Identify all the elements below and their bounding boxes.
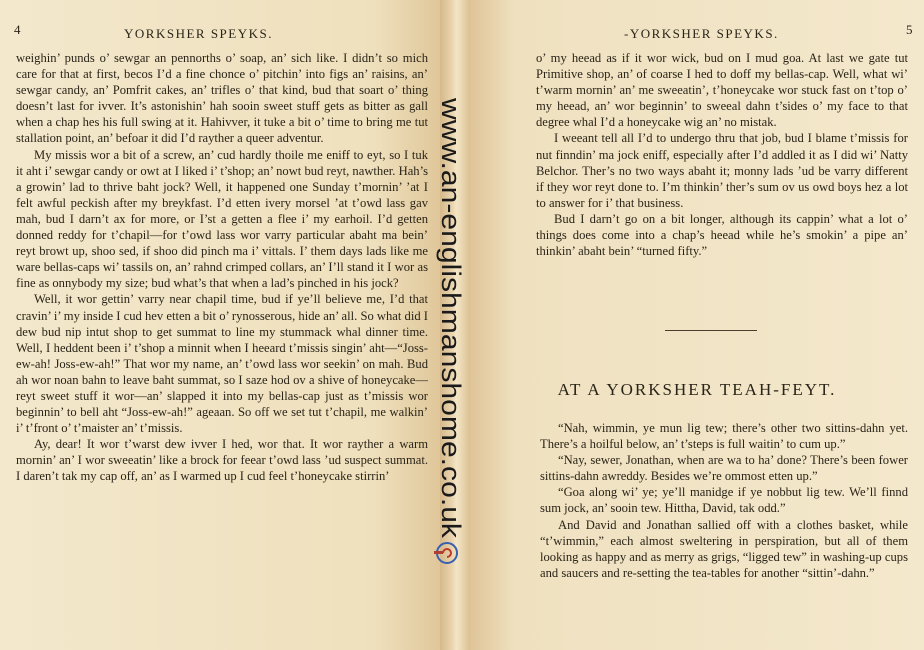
left-paragraph-4: Ay, dear! It wor t’warst dew ivver I hed, wor that. It wor rayther a warm mornin’ an’ I wor sweeatin’ like a brock for feear t’owd lass ’ud suspect summat. I daren’t tak my cap off, an’ as I warmed up I cud feel t’honeycake stirrin’ [16,437,428,484]
right-page [470,0,924,650]
section-paragraph-3: “Goa along wi’ ye; ye’ll manidge if ye nobbut lig tew. We’ll finnd sum jock, an’ sooin tew. Hittha, David, tak odd.” [540,485,908,516]
right-body-text [536,50,908,259]
section-body-text [540,420,908,581]
watermark-text: www.an-englishmanshome.co.uk [436,98,466,493]
right-paragraph-2: I weeant tell all I’d to undergo thru that job, bud I blame t’missis for nut finndin’ ma jock eniff, especially after I’d addled it as I did wi’ Natty Belchor. Ther’s no two ways abaht it; monny lads ’ud be varry different if they wor reyt done to. I’m thinkin’ ther’s sum ov us owd boys hez a lot to answer for i’ that business. [536,131,908,210]
left-paragraph-3: Well, it wor gettin’ varry near chapil time, bud if ye’ll believe me, I’d that cravin’ i’ my inside I cud hev etten a bit o’ rynosserous, hide an’ all. So what did I dew bud nip intut shop to get summat to line my stummack whal dinner time. Well, I heddent been i’ t’shop a minnit when I heeard t’missis singin’ aht—“Joss-ew-ah! Joss-ew-ah!” That wor my name, an’ t’owd lass wor seekin’ on mah. Bud ah wor noan bahn to leave baht summat, so I saze hod ov a shive of honeycake—reyt sweet stuff it wor—an’ slapped it into my bellas-cap just as t’missis wor beginnin’ to bell aht “Joss-ew-ah!” ageaan. So off we set tut t’chapil, me walkin’ i’ t’front o’ t’maister an’ t’missis. [16,292,428,436]
right-paragraph-3: Bud I darn’t go on a bit longer, although its cappin’ what a lot o’ things does come into a chap’s heead while he’s smokin’ a pipe an’ thinkin’ abaht bein’ “turned fifty.” [536,211,908,259]
section-title: AT A YORKSHER TEAH-FEYT. [557,380,837,399]
section-paragraph-4: And David and Jonathan sallied off with a clothes basket, while “t’wimmin,” each almost sweltering in perspiration, but all of them looking as happy and as merry as grigs, “ligged tew” in washing-up cups and saucers and re-setting the tea-tables for another “sittin’-dahn.” [540,517,908,580]
section-paragraph-2: “Nay, sewer, Jonathan, when are wa to ha’ done? There’s been fower sittins-dahn awreddy. Besides we’re ommost etten up.” [540,453,908,484]
site-logo-icon [434,540,460,566]
left-page [0,0,440,650]
right-paragraph-1: o’ my heead as if it wor wick, bud on I mud goa. At last we gate tut Primitive shop, an’ of coarse I hed to doff my bellas-cap. Well, what wi’ t’warm mornin’ an’ me sweeatin’, t’honeycake wor stuck fast on t’top o’ my heead, an’ wor beginnin’ to sweeal dahn t’sides o’ my face to that degree whal I’d a honeycake wig an’ no mistak. [536,51,908,130]
section-divider [665,330,757,331]
left-paragraph-2: My missis wor a bit of a screw, an’ cud hardly thoile me eniff to eyt, so I tuk it aht i’ sewgar candy or owt at I liked i’ t’shop; an’ nowt bud reyt, nawther. Hah’s a growin’ lad to thrive baht jock? Well, it happened one Sunday t’mornin’ ’at I felt awful peckish after my breykfast. I’d etten ivery morsel ’at t’owd lass gav mah, bud I darn’t ax for more, or I’st a getten a flee i’ my earhoil. I’d getten donned reddy for t’chapil—for t’owd lass wor varry particular abaht ma bein’ reyt browt up, shoo sed, if shoo did pinch ma i’ vittals. I’ them days lads like me ware bellas-caps wi’ tassils on, an’ rahnd crimped collars, an’ I’ll stand it I wor as fine as onnybody my size; bud what’s that when a lad’s pinched in his jock? [16,147,428,291]
right-page-number: 5 [906,22,913,37]
left-page-number: 4 [14,22,21,37]
left-paragraph-1: weighin’ punds o’ sewgar an pennorths o’ soap, an’ sich like. I didn’t so mich care for that at first, becos I’d a fine chonce o’ pitchin’ into figs an’ raisins, an’ sewgar candy, an’ Pomfrit cakes, an’ trifles o’ that kind, bud that soart o’ thing doesn’t last for ivver. It’s astonishin’ hah sooin sweet stuff gets as bitter as gall when a chap hes his full swing at it. Hahivver, it tuke a bit o’ time to bring me tut stallation point, an’ befoar it did I’d rayther a queer adventur. [16,51,428,146]
right-running-head: -YORKSHER SPEYKS. [624,26,779,41]
left-body-text [16,50,428,485]
section-paragraph-1: “Nah, wimmin, ye mun lig tew; there’s other two sittins-dahn yet. There’s a hoilful below, an’ t’steps is full waitin’ to cum up.” [540,421,908,452]
left-running-head: YORKSHER SPEYKS. [124,26,273,41]
